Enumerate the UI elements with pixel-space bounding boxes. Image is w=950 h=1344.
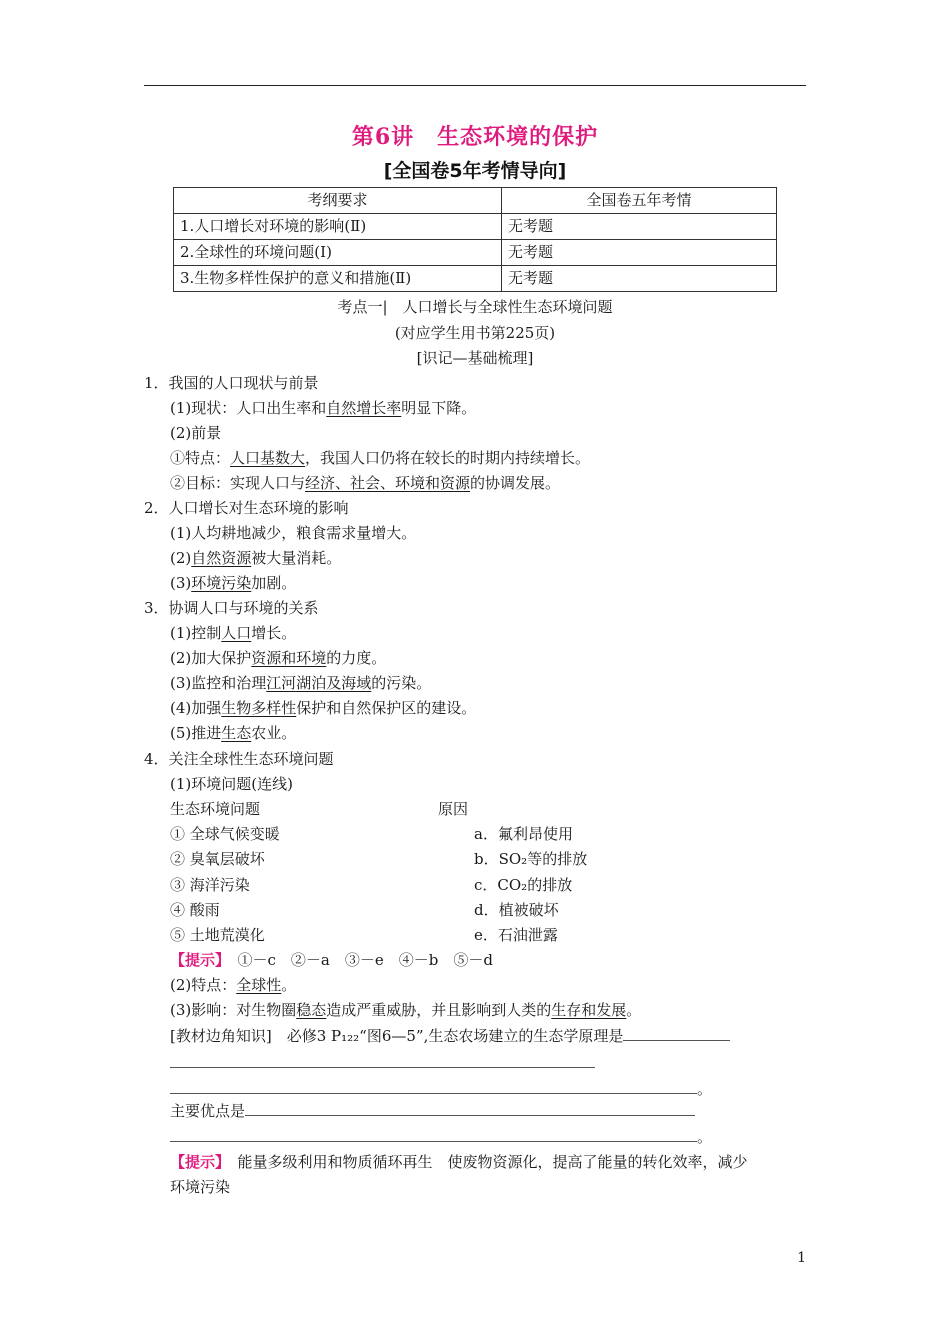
table-row — [174, 214, 777, 240]
table-cell: 2.全球性的环境问题(Ⅰ) — [174, 240, 502, 266]
s4-line1: (1)环境问题(连线) — [170, 775, 293, 793]
answer-hint-text-cont: 环境污染 — [170, 1178, 231, 1196]
corner-blank-row: 。 — [170, 1078, 712, 1100]
problem-item: ③ 海洋污染 — [170, 876, 250, 894]
table-cell: 3.生物多样性保护的意义和措施(Ⅱ) — [174, 266, 502, 292]
s1-title: 1．我国的人口现状与前景 — [144, 374, 319, 392]
s4-line2: (2)特点：全球性。 — [170, 976, 297, 994]
cause-item: b．SO₂等的排放 — [474, 850, 588, 868]
hint-text: ①－c ②－a ③－e ④－b ⑤－d — [237, 951, 493, 969]
answer-blank[interactable] — [170, 1127, 697, 1142]
table-header: 考纲要求 — [174, 188, 502, 214]
cause-item: e．石油泄露 — [474, 926, 558, 944]
s3-line3: (3)监控和治理江河湖泊及海域的污染。 — [170, 674, 432, 692]
s2-line2: (2)自然资源被大量消耗。 — [170, 549, 342, 567]
cause-item: d．植被破坏 — [474, 901, 559, 919]
s3-title: 3．协调人口与环境的关系 — [144, 599, 319, 617]
table-cell: 无考题 — [502, 214, 777, 240]
advantage-blank-row: 。 — [170, 1126, 712, 1148]
lecture-subtitle: [全国卷5年考情导向] — [383, 160, 567, 182]
table-cell: 1.人口增长对环境的影响(Ⅱ) — [174, 214, 502, 240]
s1-line3: ①特点：人口基数大，我国人口仍将在较长的时期内持续增长。 — [170, 449, 591, 467]
hint-label: 【提示】 — [170, 951, 223, 969]
corner-label: [教材边角知识] — [170, 1027, 272, 1045]
s3-line4: (4)加强生物多样性保护和自然保护区的建设。 — [170, 699, 477, 717]
answer-blank[interactable] — [245, 1101, 695, 1116]
table-cell: 无考题 — [502, 240, 777, 266]
hint-line — [170, 949, 493, 971]
s2-title: 2．人口增长对生态环境的影响 — [144, 499, 349, 517]
answer-hint-line — [170, 1151, 748, 1173]
s4-title: 4．关注全球性生态环境问题 — [144, 750, 334, 768]
cause-item: a．氟利昂使用 — [474, 825, 573, 843]
header-rule — [144, 85, 806, 86]
hint-label: 【提示】 — [170, 1153, 223, 1171]
table-header-row — [174, 188, 777, 214]
problem-item: ① 全球气候变暖 — [170, 825, 280, 843]
table-header: 全国卷五年考情 — [502, 188, 777, 214]
section-tag: [识记—基础梳理] — [416, 349, 534, 367]
s3-line1: (1)控制人口增长。 — [170, 624, 297, 642]
s3-line2: (2)加大保护资源和环境的力度。 — [170, 649, 387, 667]
table-row — [174, 240, 777, 266]
s4-line3: (3)影响：对生物圈稳态造成严重威胁，并且影响到人类的生存和发展。 — [170, 1001, 642, 1019]
answer-blank[interactable] — [623, 1026, 730, 1041]
exam-table — [173, 187, 777, 292]
cause-column-header: 原因 — [438, 800, 469, 818]
answer-hint-text: 能量多级利用和物质循环再生 使废物资源化，提高了能量的转化效率，减少 — [237, 1153, 748, 1171]
table-row — [174, 266, 777, 292]
answer-blank[interactable] — [170, 1079, 697, 1094]
problem-column-header: 生态环境问题 — [170, 800, 261, 818]
corner-line — [170, 1025, 730, 1047]
section-ref: (对应学生用书第225页) — [394, 324, 556, 342]
cause-item: c．CO₂的排放 — [474, 876, 573, 894]
table-cell: 无考题 — [502, 266, 777, 292]
problem-item: ② 臭氧层破坏 — [170, 850, 265, 868]
problem-item: ④ 酸雨 — [170, 901, 220, 919]
s2-line1: (1)人均耕地减少，粮食需求量增大。 — [170, 524, 417, 542]
s2-line3: (3)环境污染加剧。 — [170, 574, 297, 592]
lecture-title: 第6讲 生态环境的保护 — [351, 124, 599, 150]
problem-item: ⑤ 土地荒漠化 — [170, 926, 265, 944]
corner-ref: 必修3 P₁₂₂“图6—5”,生态农场建立的生态学原理是 — [286, 1027, 624, 1045]
answer-blank-line[interactable] — [170, 1067, 595, 1068]
s1-line2: (2)前景 — [170, 424, 222, 442]
s1-line4: ②目标：实现人口与经济、社会、环境和资源的协调发展。 — [170, 474, 561, 492]
s3-line5: (5)推进生态农业。 — [170, 724, 297, 742]
page-number: 1 — [797, 1250, 806, 1266]
advantage-line: 主要优点是 — [170, 1100, 695, 1122]
s1-line1: (1)现状：人口出生率和自然增长率明显下降。 — [170, 399, 477, 417]
section-heading: 考点一| 人口增长与全球性生态环境问题 — [337, 298, 613, 316]
